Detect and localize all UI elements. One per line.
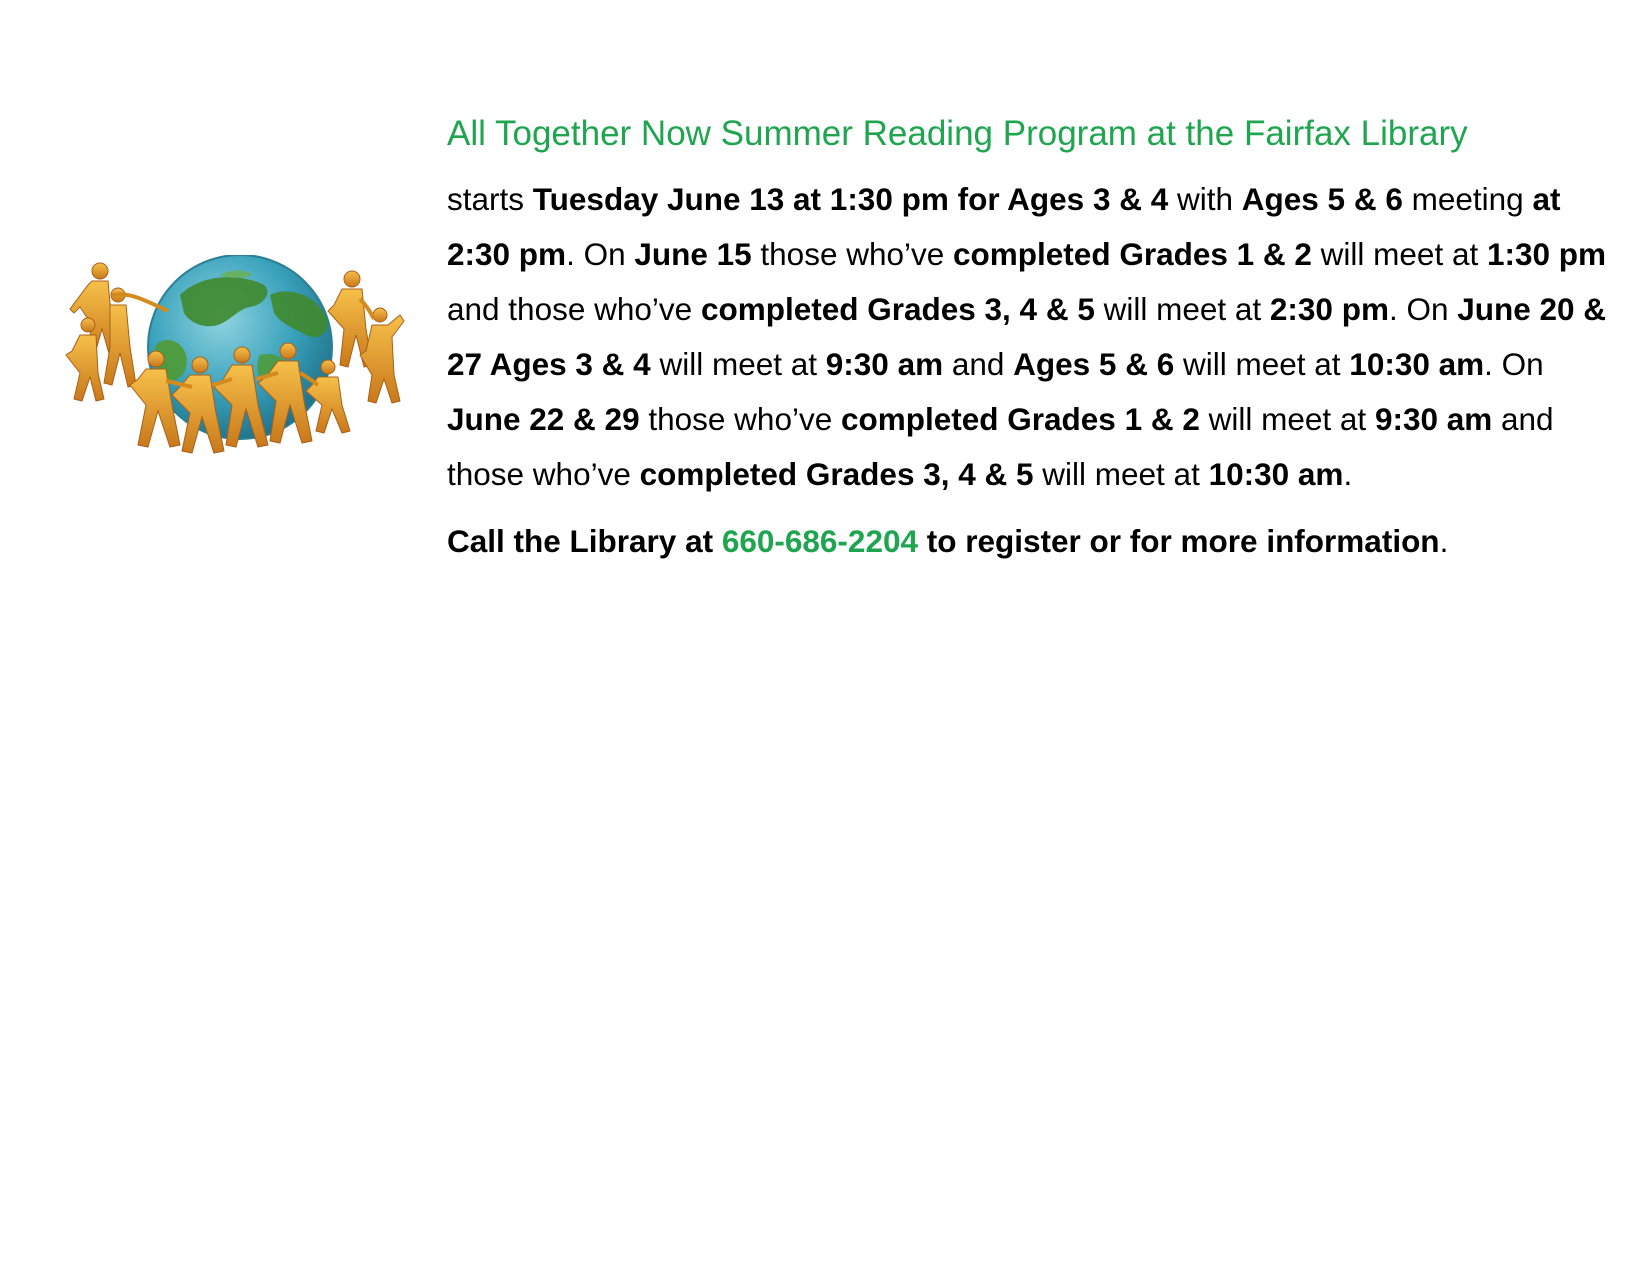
schedule-highlight: completed Grades 3, 4 & 5 [700, 291, 1095, 327]
schedule-text: will meet at [1311, 236, 1487, 272]
people-around-globe-icon [60, 255, 412, 465]
schedule-highlight: 9:30 am [825, 346, 944, 382]
schedule-text: . On [1388, 291, 1458, 327]
schedule-text: those who’ve [751, 236, 954, 272]
schedule-text: will meet at [1199, 401, 1375, 437]
schedule-highlight: Tuesday June 13 at 1:30 pm for Ages 3 & 4 [532, 181, 1169, 217]
schedule-text: . On [566, 236, 635, 272]
schedule-text: . [1343, 456, 1353, 492]
schedule-text: starts [447, 181, 533, 217]
schedule-highlight: 2:30 pm [1269, 291, 1389, 327]
schedule-text: . On [1484, 346, 1544, 382]
schedule-paragraph [447, 172, 1612, 502]
program-announcement [447, 104, 1612, 569]
schedule-text: with [1168, 181, 1242, 217]
schedule-text: and those who’ve [447, 291, 701, 327]
call-to-action [447, 514, 1612, 569]
schedule-text: will meet at [1033, 456, 1209, 492]
schedule-text: those who’ve [639, 401, 841, 437]
schedule-highlight: 9:30 am [1374, 401, 1493, 437]
schedule-text: will meet at [1174, 346, 1350, 382]
schedule-highlight: June 20 & 27 Ages 3 & 4 [447, 291, 1607, 382]
schedule-highlight: completed Grades 1 & 2 [840, 401, 1200, 437]
schedule-text: will meet at [1094, 291, 1270, 327]
schedule-highlight: June 15 [634, 236, 752, 272]
schedule-text: and those who’ve [447, 401, 1554, 492]
schedule-text: meeting [1402, 181, 1533, 217]
schedule-highlight: at 2:30 pm [447, 181, 1561, 272]
schedule-highlight: 1:30 pm [1486, 236, 1607, 272]
schedule-highlight: June 22 & 29 [447, 401, 640, 437]
call-suffix: to register or for more information [918, 523, 1440, 559]
schedule-highlight: Ages 5 & 6 [1013, 346, 1175, 382]
schedule-highlight: completed Grades 3, 4 & 5 [639, 456, 1034, 492]
schedule-text: and [943, 346, 1014, 382]
schedule-text: will meet at [650, 346, 826, 382]
schedule-highlight: 10:30 am [1208, 456, 1344, 492]
call-end: . [1439, 523, 1449, 559]
schedule-highlight: Ages 5 & 6 [1241, 181, 1403, 217]
page-title: All Together Now Summer Reading Program at the Fairfax Library [447, 114, 1468, 153]
schedule-highlight: 10:30 am [1349, 346, 1485, 382]
schedule-highlight: completed Grades 1 & 2 [953, 236, 1312, 272]
call-prefix: Call the Library at [447, 523, 722, 559]
phone-number-link[interactable]: 660-686-2204 [721, 523, 918, 559]
